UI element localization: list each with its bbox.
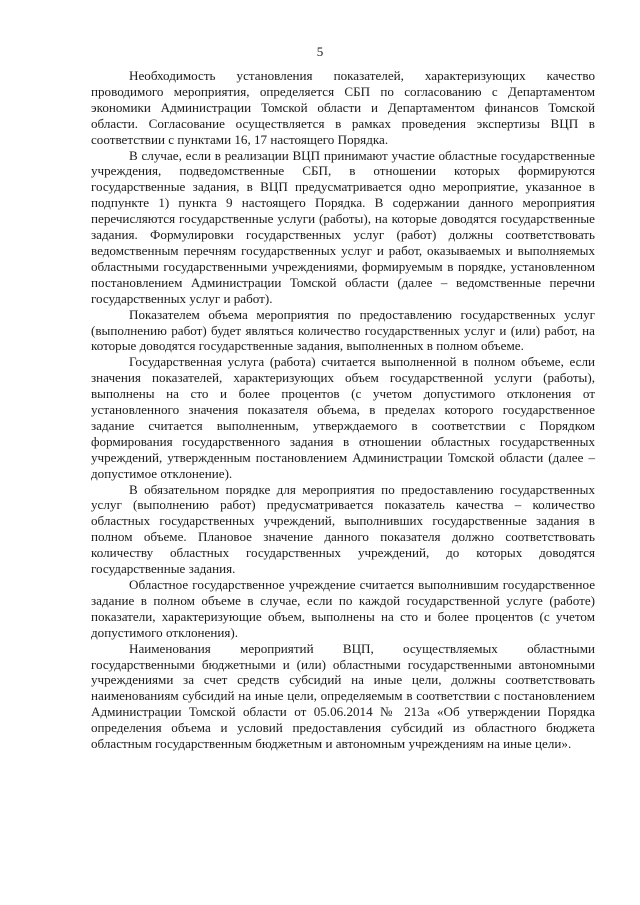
paragraph: Показателем объема мероприятия по предоставлению государственных услуг (выполнению работ) будет являться количество государственных услуг и (или) работ, на которые доводятся государственные задания, выполненных в полном объеме. — [91, 306, 595, 354]
page-number: 5 — [316, 44, 324, 59]
paragraph: Необходимость установления показателей, характеризующих качество проводимого мероприятия, определяется СБП по согласованию с Департаментом экономики Администрации Томской области и Департаментом финансов Томской области. Согласование осуществляется в рамках проведения экспертизы ВЦП в соответствии с пунктами 16, 17 настоящего Порядка. — [91, 68, 595, 147]
paragraph: Наименования мероприятий ВЦП, осуществляемых областными государственными бюджетными и (или) областными государственными автономными учреждениями за счет средств субсидий на иные цели, должны соответствовать наименованиям субсидий на иные цели, определяемым в соответствии с постановлением Администрации Томской области от 05.06.2014 № 213а «Об утверждении Порядка определения объема и условий предоставления субсидий из областного бюджета областным государственным бюджетным и автономным учреждениям на иные цели». — [91, 640, 595, 752]
paragraph: Областное государственное учреждение считается выполнившим государственное задание в полном объеме в случае, если по каждой государственной услуге (работе) показатели, характеризующие объем, выполнены на сто и более процентов (с учетом допустимого отклонения). — [91, 577, 595, 640]
paragraph: В случае, если в реализации ВЦП принимают участие областные государственные учреждения, подведомственные СБП, в отношении которых формируются государственные задания, в ВЦП предусматривается одно мероприятие, указанное в подпункте 1) пункта 9 настоящего Порядка. В содержании данного мероприятия перечисляются государственные услуги (работы), на которые доводятся государственные задания. Формулировки государственных услуг (работ) должны соответствовать ведомственным перечням государственных услуг и работ, оказываемых и выполняемых областными государственными учреждениями, формируемым в порядке, установленном постановлением Администрации Томской области (далее – ведомственные перечни государственных услуг и работ). — [91, 147, 595, 306]
paragraph: Государственная услуга (работа) считается выполненной в полном объеме, если значения показателей, характеризующих объем государственной услуги (работы), выполнены на сто и более процентов (с учетом допустимого отклонения от установленного значения показателя объема, в пределах которого государственное задание считается выполненным, утверждаемого в соответствии с Порядком формирования государственного задания в отношении областных государственных учреждений, утвержденным постановлением Администрации Томской области (далее – допустимое отклонение). — [91, 354, 595, 481]
paragraph: В обязательном порядке для мероприятия по предоставлению государственных услуг (выполнению работ) предусматривается показатель качества – количество областных государственных учреждений, выполнивших государственные задания в полном объеме. Плановое значение данного показателя должно соответствовать количеству областных государственных учреждений, до которых доводятся государственные задания. — [91, 481, 595, 577]
body-text — [91, 68, 595, 752]
